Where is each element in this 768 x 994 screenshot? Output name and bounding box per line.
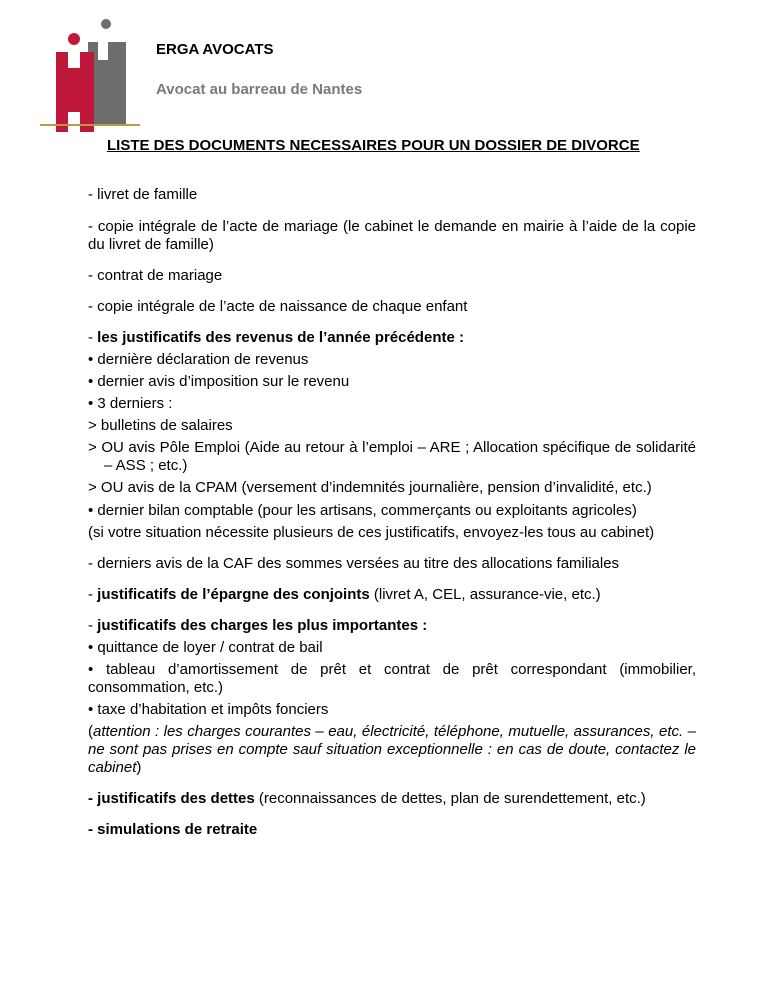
revenus-note: (si votre situation nécessite plusieurs de ces justificatifs, envoyez-les tous au cabinet) xyxy=(88,524,655,541)
firm-name: ERGA AVOCATS xyxy=(156,41,274,58)
charges-note: (attention : les charges courantes – eau, électricité, téléphone, mutuelle, assurances, etc. – ne sont pas prises en compte sauf situation exceptionnelle : en cas de doute, contactez le cabinet) xyxy=(88,723,696,776)
item-caf: - derniers avis de la CAF des sommes versées au titre des allocations familiales xyxy=(88,555,620,572)
item-livret: - livret de famille xyxy=(88,186,198,203)
erga-logo-icon xyxy=(40,16,140,132)
revenus-cpam: > OU avis de la CPAM (versement d’indemnités journalière, pension d’invalidité, etc.) xyxy=(88,479,652,496)
dettes-heading: - justificatifs des dettes xyxy=(88,790,255,807)
item-epargne: - justificatifs de l’épargne des conjoints (livret A, CEL, assurance-vie, etc.) xyxy=(88,586,601,603)
firm-tagline: Avocat au barreau de Nantes xyxy=(156,81,363,98)
charges-loyer: • quittance de loyer / contrat de bail xyxy=(88,639,323,656)
document-body xyxy=(88,186,696,839)
charges-pret: • tableau d’amortissement de prêt et contrat de prêt correspondant (immobilier, consommation, etc.) xyxy=(88,661,696,696)
epargne-heading: justificatifs de l’épargne des conjoints xyxy=(97,586,370,603)
revenus-declaration: • dernière déclaration de revenus xyxy=(88,351,309,368)
revenus-bilan: • dernier bilan comptable (pour les artisans, commerçants ou exploitants agricoles) xyxy=(88,502,637,519)
item-charges: - justificatifs des charges les plus importantes : xyxy=(88,617,428,634)
charges-heading: justificatifs des charges les plus importantes : xyxy=(97,617,428,634)
revenus-pole-emploi: > OU avis Pôle Emploi (Aide au retour à l’emploi – ARE ; Allocation spécifique de solidarité – ASS ; etc.) xyxy=(88,439,696,474)
item-retraite: - simulations de retraite xyxy=(88,821,258,838)
charges-taxe: • taxe d’habitation et impôts fonciers xyxy=(88,701,329,718)
revenus-trois-derniers: • 3 derniers : xyxy=(88,395,173,412)
document-title: LISTE DES DOCUMENTS NECESSAIRES POUR UN DOSSIER DE DIVORCE xyxy=(107,137,640,154)
item-contrat: - contrat de mariage xyxy=(88,267,223,284)
item-acte-mariage: - copie intégrale de l’acte de mariage (le cabinet le demande en mairie à l’aide de la copie du livret de famille) xyxy=(88,218,696,253)
revenus-heading: les justificatifs des revenus de l’année précédente : xyxy=(97,329,464,346)
item-revenus: - les justificatifs des revenus de l’année précédente : xyxy=(88,329,464,346)
revenus-bulletins: > bulletins de salaires xyxy=(88,417,233,434)
item-dettes: - justificatifs des dettes (reconnaissances de dettes, plan de surendettement, etc.) xyxy=(88,790,646,807)
item-acte-naissance: - copie intégrale de l’acte de naissance de chaque enfant xyxy=(88,298,468,315)
revenus-avis-imposition: • dernier avis d’imposition sur le revenu xyxy=(88,373,350,390)
